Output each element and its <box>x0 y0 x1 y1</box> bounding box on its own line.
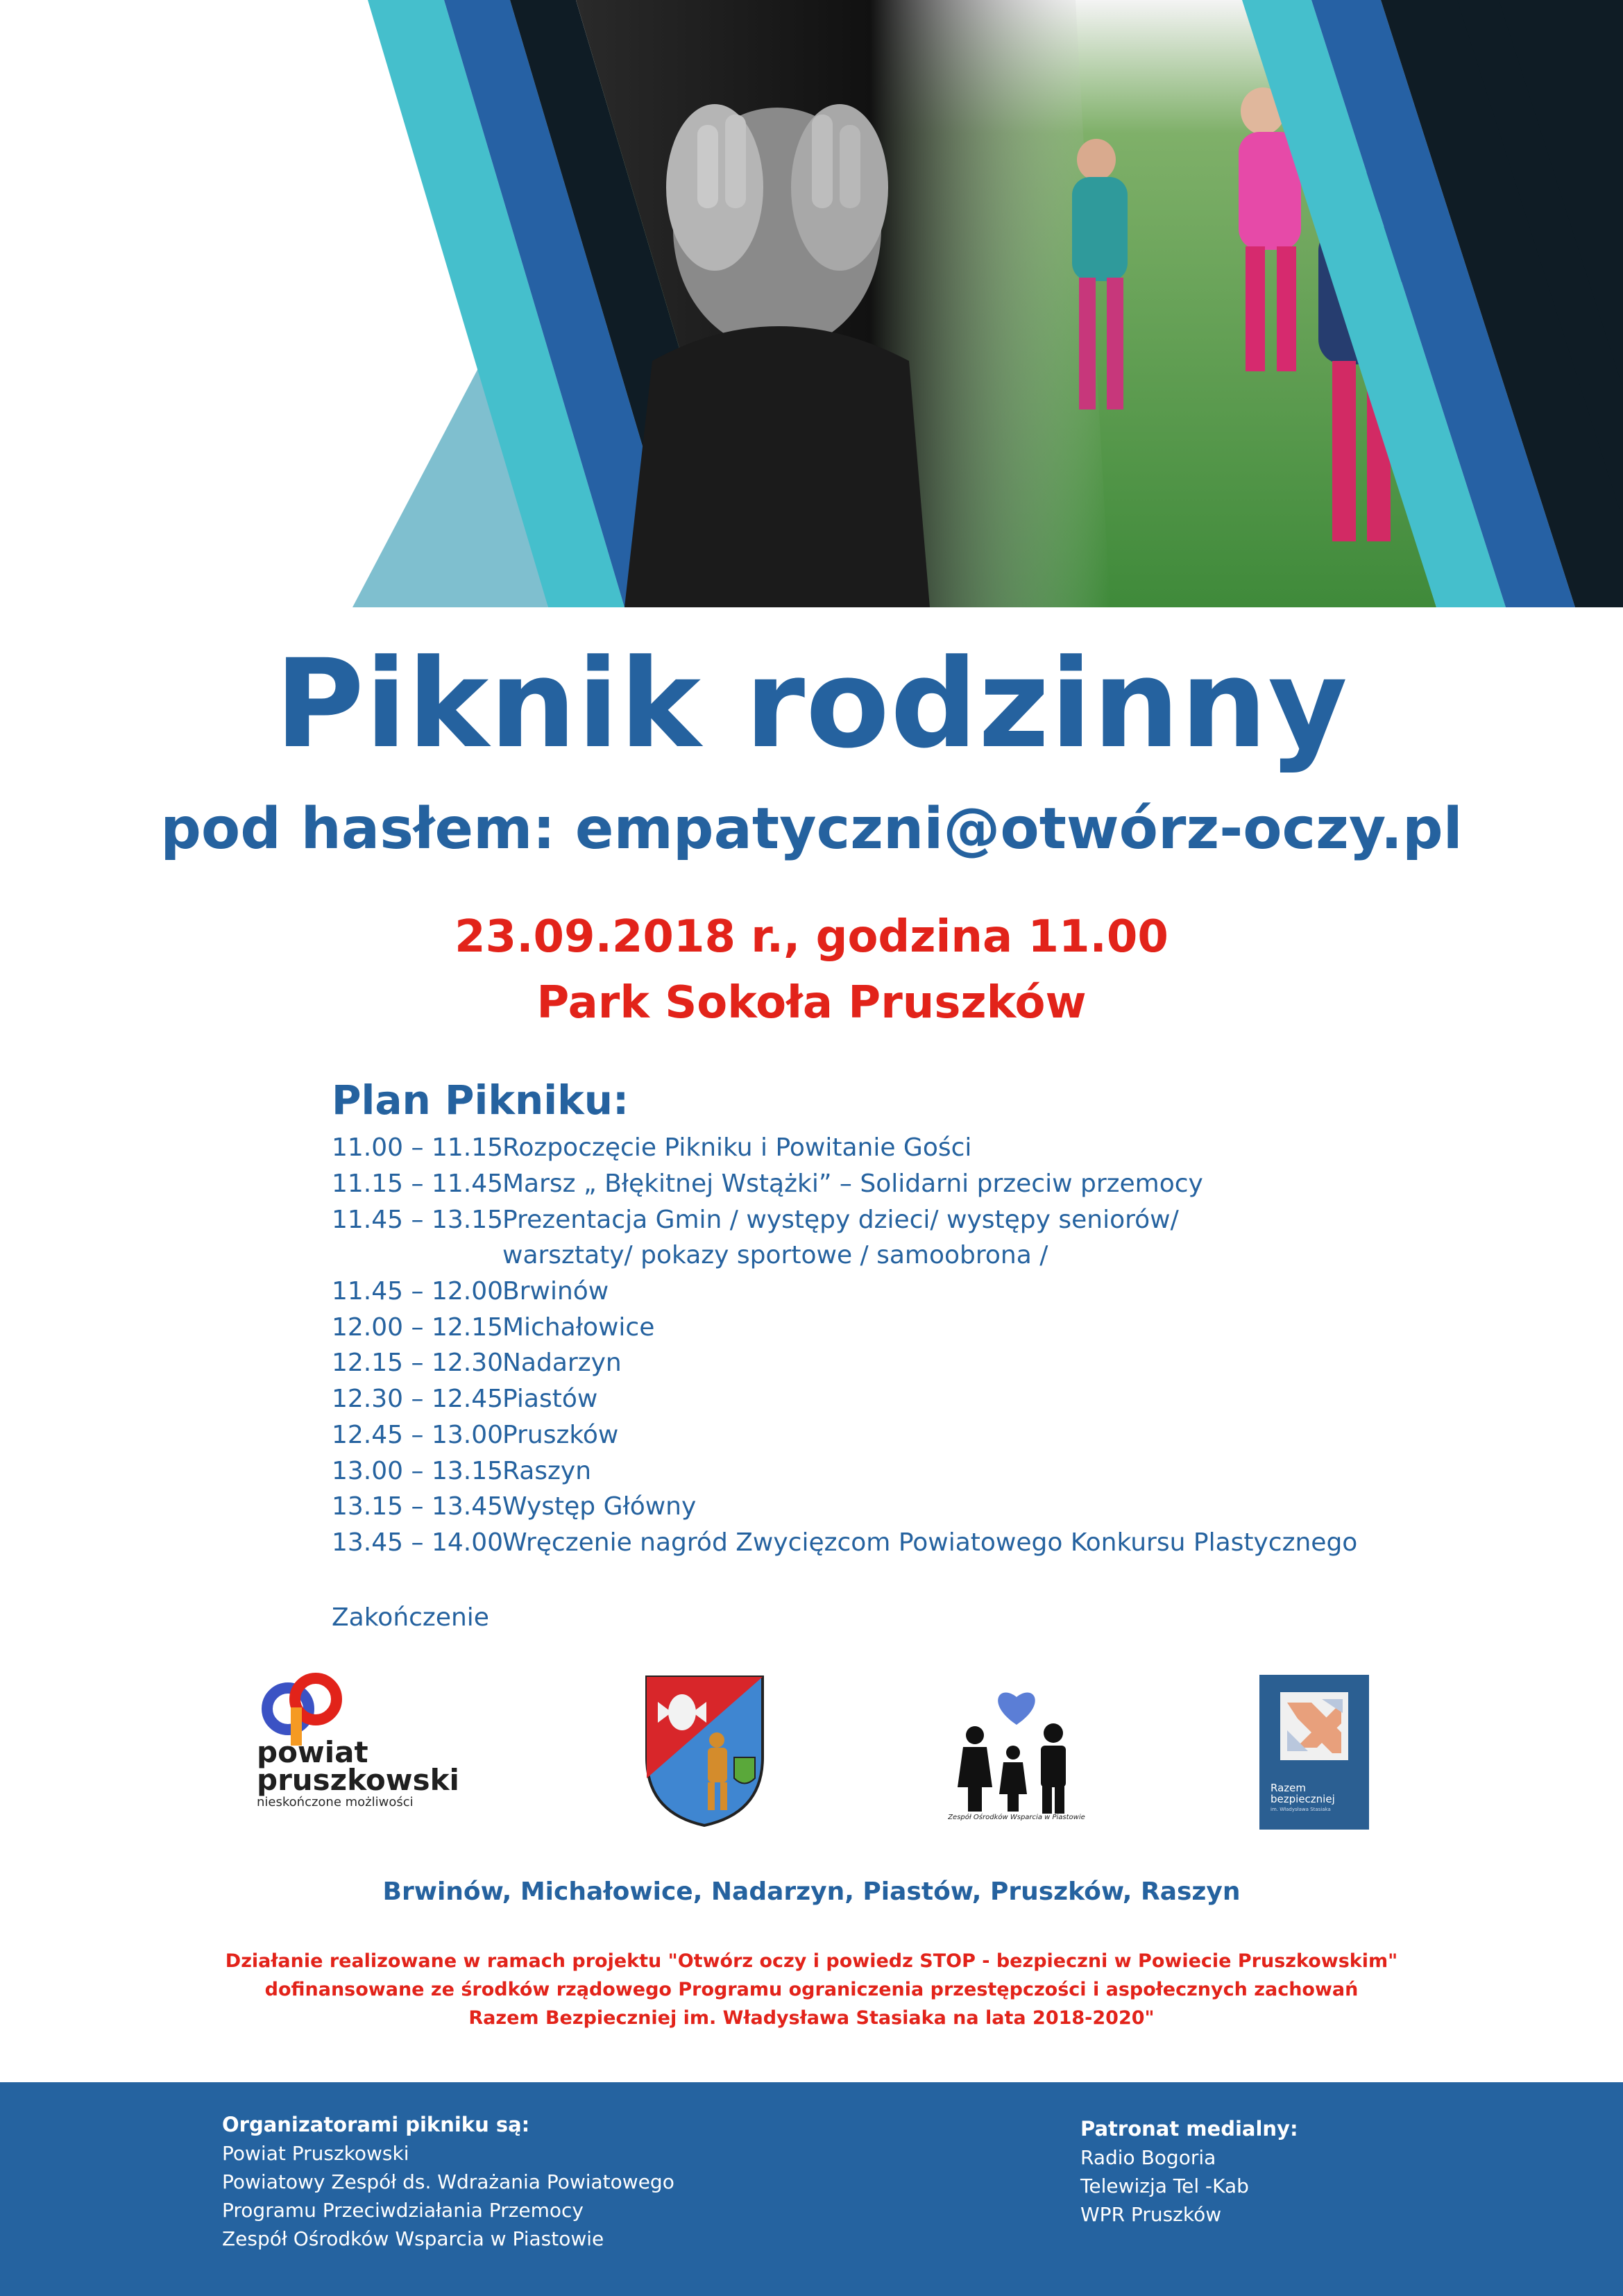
schedule-list <box>332 1130 1511 1560</box>
schedule-desc: warsztaty/ pokazy sportowe / samoobrona / <box>502 1241 1048 1270</box>
organizers-block <box>222 2110 674 2253</box>
schedule-time: 12.30 – 12.45 <box>332 1385 504 1414</box>
family-heart-icon <box>944 1683 1089 1815</box>
plan-heading: Plan Pikniku: <box>332 1077 629 1124</box>
razem-logo-text <box>1271 1782 1335 1805</box>
schedule-row <box>332 1166 1511 1202</box>
project-line: Razem Bezpieczniej im. Władysława Stasiaka na lata 2018-2020" <box>468 2007 1155 2029</box>
schedule-desc: Prezentacja Gmin / występy dzieci/ występy seniorów/ <box>502 1205 1179 1234</box>
schedule-row <box>332 1417 1511 1453</box>
razem-line1: Razem <box>1271 1782 1306 1794</box>
coat-of-arms-icon <box>644 1674 765 1828</box>
powiat-line2: pruszkowski <box>257 1763 459 1797</box>
footer-band <box>0 2082 1623 2296</box>
schedule-desc: Piastów <box>502 1385 598 1414</box>
razem-logo-sub: im. Władysława Stasiaka <box>1271 1807 1331 1812</box>
powiat-pruszkowski-logo <box>257 1673 479 1832</box>
hero-illustration <box>0 0 1623 607</box>
schedule-desc: Marsz „ Błękitnej Wstążki” – Solidarni przeciw przemocy <box>502 1170 1203 1199</box>
event-place: Park Sokoła Pruszków <box>536 977 1087 1029</box>
communes-list: Brwinów, Michałowice, Nadarzyn, Piastów, Pruszków, Raszyn <box>382 1877 1241 1906</box>
organizers-heading: Organizatorami pikniku są: <box>222 2113 530 2136</box>
schedule-desc: Rozpoczęcie Pikniku i Powitanie Gości <box>502 1133 972 1163</box>
family-logo-caption: Zespół Ośrodków Wsparcia w Piastowie <box>948 1814 1085 1821</box>
razem-line2: bezpieczniej <box>1271 1793 1335 1805</box>
organizer-item: Powiatowy Zespół ds. Wdrażania Powiatowego <box>222 2170 674 2193</box>
media-heading: Patronat medialny: <box>1080 2117 1298 2141</box>
powiat-logo-text <box>257 1735 479 1811</box>
schedule-desc: Raszyn <box>502 1456 592 1485</box>
coat-of-arms-logo <box>644 1674 765 1828</box>
schedule-desc: Michałowice <box>502 1312 655 1342</box>
project-line: Działanie realizowane w ramach projektu "Otwórz oczy i powiedz STOP - bezpieczni w Powiecie Pruszkowskim" <box>225 1950 1398 1972</box>
schedule-row <box>332 1453 1511 1489</box>
razem-bezpieczniej-logo <box>1259 1675 1369 1830</box>
schedule-time: 12.00 – 12.15 <box>332 1312 504 1342</box>
page-subtitle: pod hasłem: empatyczni@otwórz-oczy.pl <box>160 796 1463 862</box>
schedule-desc: Wręczenie nagród Zwycięzcom Powiatowego Konkursu Plastycznego <box>502 1528 1358 1557</box>
organizer-item: Powiat Pruszkowski <box>222 2142 409 2165</box>
closing-item: Zakończenie <box>332 1603 489 1632</box>
schedule-desc: Nadarzyn <box>502 1349 622 1378</box>
page-title: Piknik rodzinny <box>274 633 1349 775</box>
schedule-row <box>332 1525 1511 1561</box>
family-support-logo <box>944 1683 1089 1830</box>
schedule-row <box>332 1309 1511 1345</box>
project-note <box>0 1947 1623 2032</box>
powiat-line1: powiat <box>257 1735 368 1769</box>
schedule-row <box>332 1489 1511 1525</box>
schedule-row <box>332 1274 1511 1310</box>
project-line: dofinansowane ze środków rządowego Programu ograniczenia przestępczości i aspołecznych zachowań <box>264 1979 1359 2000</box>
media-item: WPR Pruszków <box>1080 2203 1222 2226</box>
schedule-desc: Występ Główny <box>502 1492 697 1521</box>
schedule-time: 11.45 – 12.00 <box>332 1277 504 1306</box>
schedule-row <box>332 1238 1511 1274</box>
event-date-time: 23.09.2018 r., godzina 11.00 <box>454 911 1169 963</box>
schedule-time: 11.15 – 11.45 <box>332 1170 504 1199</box>
schedule-time: 12.15 – 12.30 <box>332 1349 504 1378</box>
woman-hands-graphic <box>624 104 930 607</box>
schedule-row <box>332 1130 1511 1166</box>
schedule-desc: Pruszków <box>502 1420 619 1449</box>
schedule-time: 13.45 – 14.00 <box>332 1528 504 1557</box>
media-item: Telewizja Tel -Kab <box>1080 2175 1249 2197</box>
organizer-item: Programu Przeciwdziałania Przemocy <box>222 2199 584 2222</box>
media-patrons-block <box>1080 2114 1298 2229</box>
schedule-time: 13.00 – 13.15 <box>332 1456 504 1485</box>
schedule-time: 12.45 – 13.00 <box>332 1420 504 1449</box>
schedule-time: 13.15 – 13.45 <box>332 1492 504 1521</box>
organizer-item: Zespół Ośrodków Wsparcia w Piastowie <box>222 2227 604 2250</box>
schedule-time: 11.45 – 13.15 <box>332 1205 504 1234</box>
media-item: Radio Bogoria <box>1080 2146 1216 2169</box>
schedule-row <box>332 1201 1511 1238</box>
schedule-row <box>332 1381 1511 1417</box>
schedule-time: 11.00 – 11.15 <box>332 1133 504 1163</box>
razem-pattern-icon <box>1259 1675 1369 1779</box>
schedule-row <box>332 1345 1511 1381</box>
powiat-tagline: nieskończone możliwości <box>257 1795 414 1809</box>
schedule-desc: Brwinów <box>502 1277 609 1306</box>
hero-banner <box>0 0 1623 607</box>
